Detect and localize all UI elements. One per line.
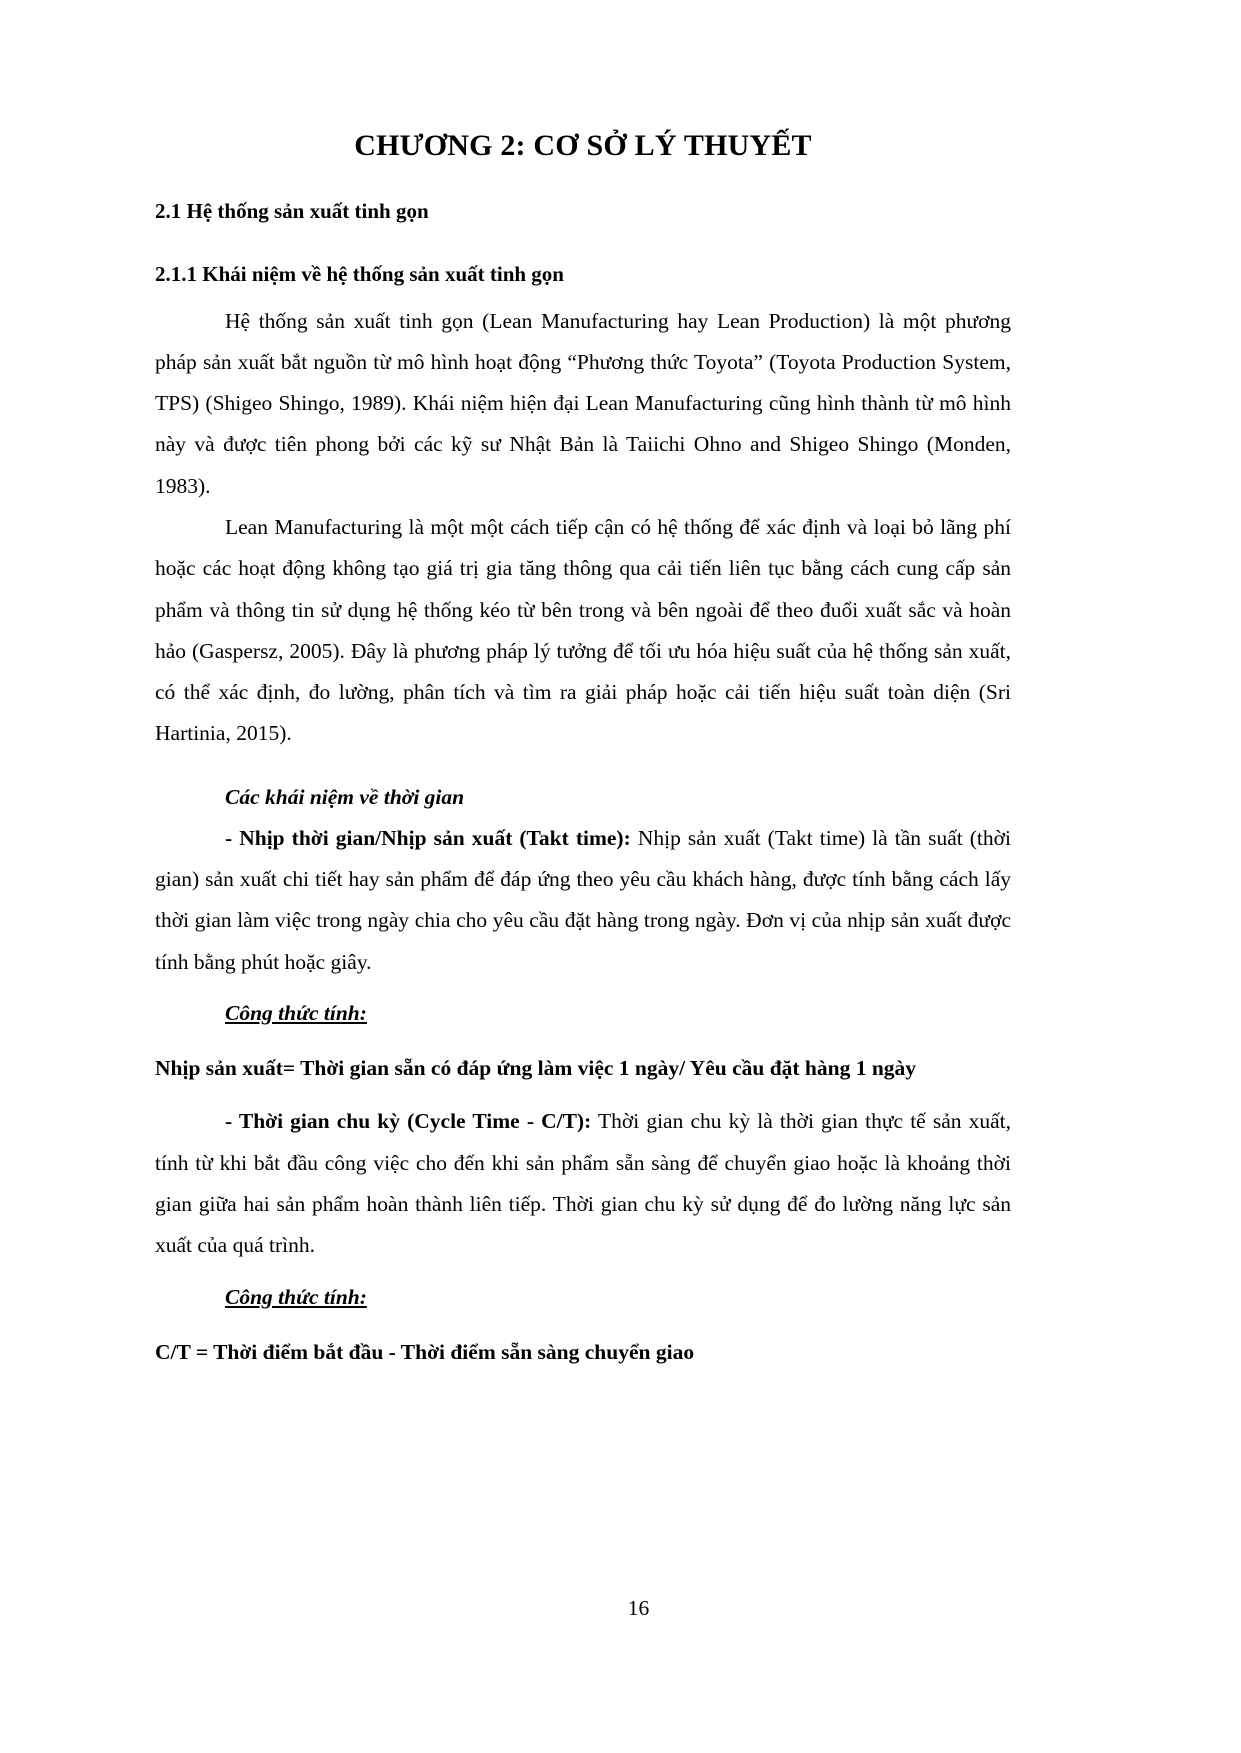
subheading-time-concepts: Các khái niệm về thời gian	[225, 784, 465, 809]
cycle-time-label: - Thời gian chu kỳ (Cycle Time - C/T):	[225, 1109, 592, 1134]
cycle-formula-heading: Công thức tính:	[225, 1284, 367, 1309]
takt-time-body: Nhịp sản xuất (Takt time) là tần suất (thời gian) sản xuất chi tiết hay sản phẩm để đáp ứng theo yêu cầu khách hàng, được tính bằng cách lấy thời gian làm việc trong ngày chia cho yêu cầu đặt hàng trong ngày. Đơn vị của nhịp sản xuất được tính bằng phút hoặc giây.	[155, 825, 1011, 974]
page-number-footer	[0, 1598, 1241, 1620]
cycle-time-body: Thời gian chu kỳ là thời gian thực tế sản xuất, tính từ khi bắt đầu công việc cho đến khi sản phẩm sẵn sàng để chuyển giao hoặc là khoảng thời gian giữa hai sản phẩm hoàn thành liên tiếp. Thời gian chu kỳ sử dụng để đo lường năng lực sản xuất của quá trình.	[155, 1109, 1011, 1258]
paragraph-lean-definition: Hệ thống sản xuất tinh gọn (Lean Manufacturing hay Lean Production) là một phương pháp sản xuất bắt nguồn từ mô hình hoạt động “Phương thức Toyota” (Toyota Production System, TPS) (Shigeo Shingo, 1989). Khái niệm hiện đại Lean Manufacturing cũng hình thành từ mô hình này và được tiên phong bởi các kỹ sư Nhật Bản là Taiichi Ohno and Shigeo Shingo (Monden, 1983).	[155, 308, 1011, 498]
paragraph-lean-approach: Lean Manufacturing là một một cách tiếp cận có hệ thống để xác định và loại bỏ lãng phí hoặc các hoạt động không tạo giá trị gia tăng thông qua cải tiến liên tục bằng cách cung cấp sản phẩm và thông tin sử dụng hệ thống kéo từ bên trong và bên ngoài để theo đuổi xuất sắc và hoàn hảo (Gaspersz, 2005). Đây là phương pháp lý tưởng để tối ưu hóa hiệu suất của hệ thống sản xuất, có thể xác định, đo lường, phân tích và tìm ra giải pháp hoặc cải tiến hiệu suất toàn diện (Sri Hartinia, 2015).	[155, 515, 1011, 746]
page-title: CHƯƠNG 2: CƠ SỞ LÝ THUYẾT	[354, 129, 812, 162]
cycle-formula-heading-wrap	[155, 1277, 1011, 1318]
cycle-time-formula: C/T = Thời điểm bắt đầu - Thời điểm sẵn sàng chuyển giao	[155, 1339, 695, 1364]
takt-formula-heading: Công thức tính:	[225, 1000, 367, 1025]
takt-time-label: - Nhịp thời gian/Nhịp sản xuất (Takt time):	[225, 825, 631, 850]
section-heading-2-1-1: 2.1.1 Khái niệm về hệ thống sản xuất tinh gọn	[155, 262, 564, 287]
section-heading-2-1: 2.1 Hệ thống sản xuất tinh gọn	[155, 199, 429, 223]
paragraph-cycle-time	[155, 1101, 1011, 1266]
paragraph-takt-time	[155, 818, 1011, 983]
takt-formula-heading-wrap	[155, 993, 1011, 1034]
page-number-value: 16	[627, 1596, 650, 1620]
page-content	[155, 118, 1011, 1373]
takt-time-formula: Nhịp sản xuất= Thời gian sẵn có đáp ứng làm việc 1 ngày/ Yêu cầu đặt hàng 1 ngày	[155, 1056, 917, 1081]
